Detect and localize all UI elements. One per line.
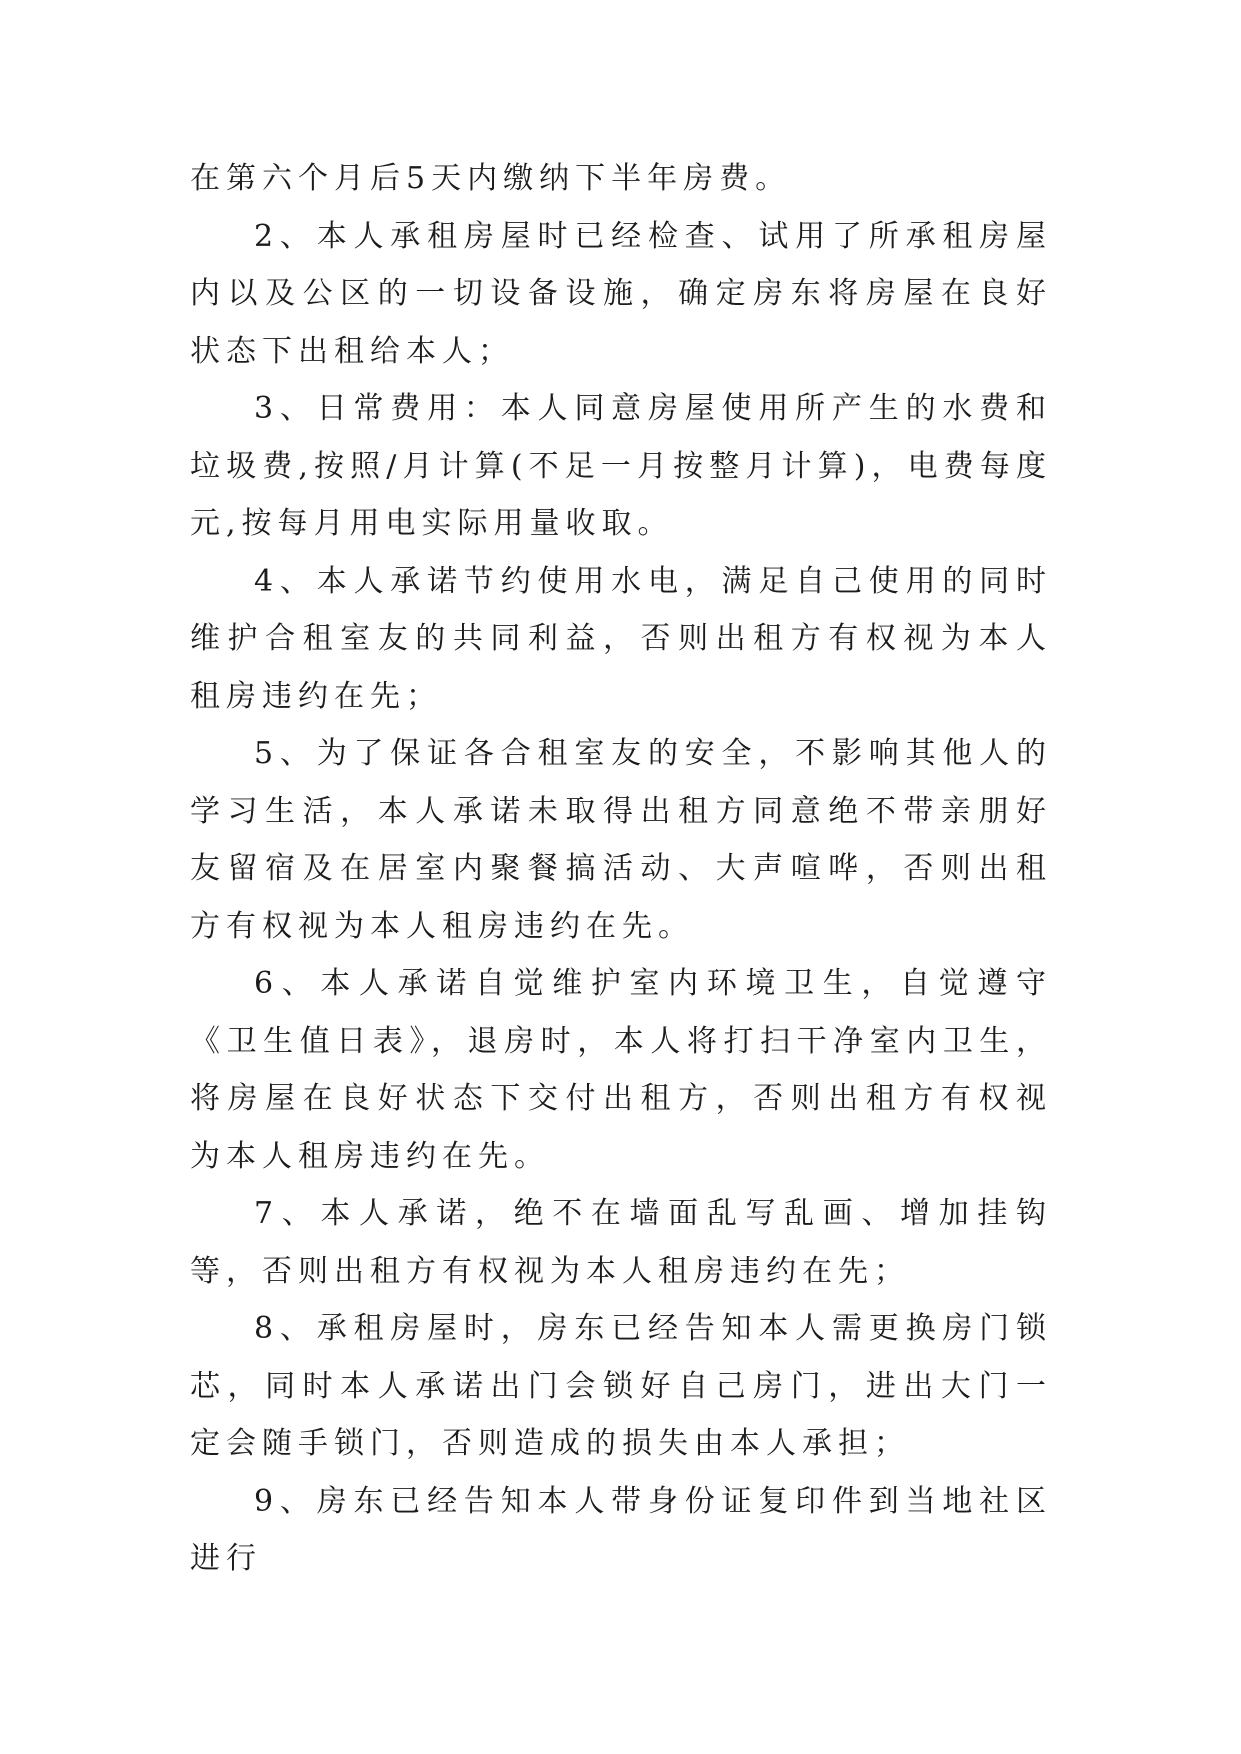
paragraph-clause-9: 9、房东已经告知本人带身份证复印件到当地社区进行 — [190, 1483, 1052, 1576]
paragraph-clause-4: 4、本人承诺节约使用水电，满足自己使用的同时维护合租室友的共同利益，否则出租方有权视为本人租房违约在先； — [190, 563, 1052, 714]
document-body — [190, 150, 1052, 1588]
paragraph-clause-7: 7、本人承诺，绝不在墙面乱写乱画、增加挂钩等，否则出租方有权视为本人租房违约在先； — [190, 1196, 1052, 1289]
paragraph-clause-8: 8、承租房屋时，房东已经告知本人需更换房门锁芯，同时本人承诺出门会锁好自己房门，进出大门一定会随手锁门，否则造成的损失由本人承担； — [190, 1311, 1052, 1461]
paragraph-clause-5: 5、为了保证各合租室友的安全，不影响其他人的学习生活，本人承诺未取得出租方同意绝不带亲朋好友留宿及在居室内聚餐搞活动、大声喧哗，否则出租方有权视为本人租房违约在先。 — [190, 736, 1052, 944]
paragraph-continuation: 在第六个月后5天内缴纳下半年房费。 — [190, 161, 792, 196]
paragraph-clause-3: 3、日常费用：本人同意房屋使用所产生的水费和垃圾费,按照/月计算(不足一月按整月计算)，电费每度元,按每月用电实际用量收取。 — [190, 391, 1052, 541]
paragraph-clause-2: 2、本人承租房屋时已经检查、试用了所承租房屋内以及公区的一切设备设施，确定房东将房屋在良好状态下出租给本人； — [190, 218, 1052, 369]
paragraph-clause-6: 6、本人承诺自觉维护室内环境卫生，自觉遵守《卫生值日表》，退房时，本人将打扫干净室内卫生，将房屋在良好状态下交付出租方，否则出租方有权视为本人租房违约在先。 — [190, 966, 1052, 1174]
